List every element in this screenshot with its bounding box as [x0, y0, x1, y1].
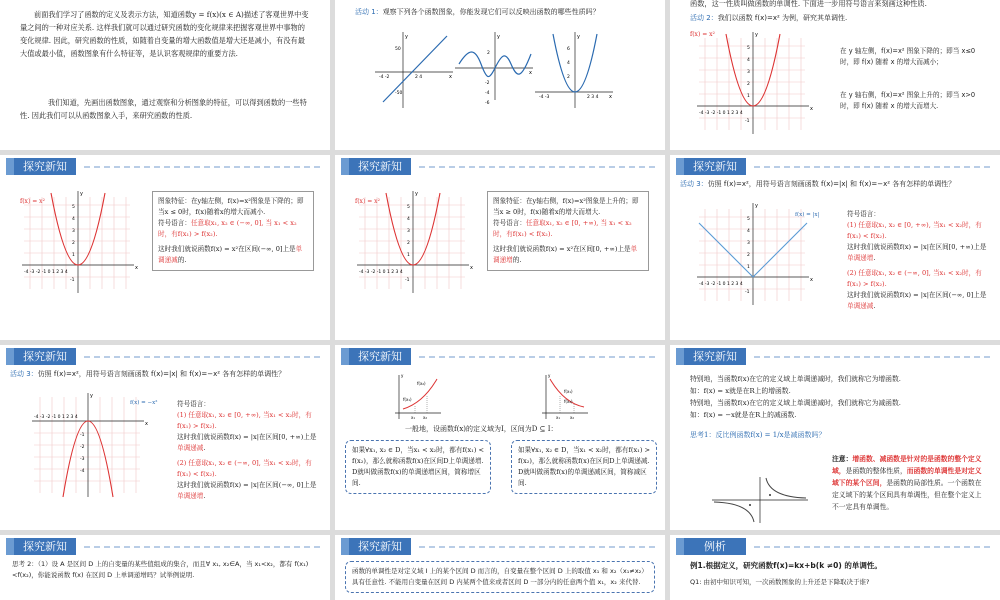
svg-text:5: 5	[747, 217, 750, 222]
svg-text:f(x₁): f(x₁)	[403, 397, 412, 402]
decreasing-definition-box: 如果∀x₁, x₂ ∈ D，当x₁ < x₂时，都有f(x₁) > f(x₂)，那么就称函数f(x)在区间D上单调递减. D就叫做函数f(x)的单调递减区间，简称减区间.	[511, 440, 657, 494]
banner-title: 探究新知	[14, 158, 76, 175]
conclusion-2: 这时我们就说函数f(x) = |x|在区间(−∞, 0]上是单调递减.	[847, 291, 987, 310]
svg-text:-4 -3 -2 -1 0 1 2 3 4: -4 -3 -2 -1 0 1 2 3 4	[34, 415, 78, 420]
svg-text:1: 1	[747, 94, 750, 99]
svg-text:2: 2	[747, 253, 750, 258]
slide-neg-x-squared	[0, 345, 330, 530]
svg-text:f(x₁): f(x₁)	[564, 389, 573, 394]
symbol-statement: 任意取x₁, x₂ ∈ [0, +∞), 当 x₁ < x₂时，有f(x₁) < f(x₂).	[493, 219, 632, 238]
svg-text:-4: -4	[485, 91, 490, 96]
graph-x-squared	[20, 189, 140, 301]
svg-text:2 3 4: 2 3 4	[587, 95, 599, 100]
conclusion-2: 这时我们就说函数f(x) = |x|在区间(−∞, 0]上是单调递增.	[177, 481, 317, 500]
svg-text:x: x	[529, 70, 532, 76]
graph-linear	[375, 30, 455, 110]
symbol-statement: 任意取x₁, x₂ ∈ (−∞, 0], 当 x₁ < x₂时，有f(x₁) > f(x₂).	[158, 219, 297, 238]
think-question-1: 思考1：反比例函数f(x) = 1/x是减函数吗？	[690, 431, 826, 439]
svg-text:-1: -1	[745, 290, 750, 295]
graph-x-squared	[695, 30, 815, 142]
general-definition: 一般地，设函数f(x)的定义域为I，区间为D ⊆ I：	[405, 425, 558, 433]
graph-decreasing-sketch	[540, 373, 590, 421]
svg-text:5: 5	[72, 205, 75, 210]
svg-text:4: 4	[407, 217, 410, 222]
section-banner	[0, 158, 330, 175]
slide-example-1	[670, 535, 1000, 600]
svg-text:-1: -1	[745, 119, 750, 124]
activity-question: 观察下列各个函数图象，你能发现它们可以反映出函数的哪些性质吗？	[382, 8, 600, 16]
note-text-2: 是函数的局部性质。一个函数在定义域下的某个区间具有单调性，但在整个定义上不一定具有单调性。	[832, 479, 982, 511]
svg-text:5: 5	[407, 205, 410, 210]
banner-title: 探究新知	[349, 158, 411, 175]
banner-title: 探究新知	[684, 348, 746, 365]
svg-text:2: 2	[487, 51, 490, 56]
banner-title: 探究新知	[14, 348, 76, 365]
svg-text:-2: -2	[485, 81, 490, 86]
conclusion-1: 这时我们就说函数f(x) = |x|在区间[0, +∞)上是单调递增.	[847, 243, 987, 262]
activity-3-title	[10, 369, 320, 379]
svg-text:y: y	[755, 203, 758, 209]
svg-text:x₁: x₁	[411, 415, 415, 420]
symbol-language	[493, 218, 643, 240]
svg-text:6: 6	[567, 47, 570, 52]
svg-text:x: x	[449, 74, 452, 80]
svg-text:4: 4	[72, 217, 75, 222]
slide-decreasing-x-squared	[0, 155, 330, 340]
slide-intro	[0, 0, 330, 150]
conclusion-1: 这时我们就说函数f(x) = |x|在区间[0, +∞)上是单调递减.	[177, 433, 317, 452]
banner-title: 探究新知	[14, 538, 76, 555]
symbol-label: 符号语言：	[158, 219, 191, 227]
conclusion-text: 这时我们就说函数f(x) = x²在区间[0, +∞)上是	[493, 245, 631, 253]
conclusion-end: 的.	[177, 256, 187, 264]
section-banner	[335, 348, 665, 365]
svg-text:2: 2	[72, 241, 75, 246]
svg-text:3: 3	[407, 229, 410, 234]
increasing-definition-box: 如果∀x₁, x₂ ∈ D，当x₁ < x₂时，都有f(x₁) < f(x₂)，那么就称函数f(x)在区间D上单调递增. D就叫做函数f(x)的单调递增区间，简称增区间.	[345, 440, 491, 494]
decreasing-example: 如：f(x) = −x就是在R上的减函数.	[690, 411, 797, 419]
statement-2: (2) 任意取x₁, x₂ ∈ (−∞, 0], 当x₁ < x₂时，有f(x₁) > f(x₂).	[847, 269, 982, 288]
slide-increasing-x-squared	[335, 155, 665, 340]
monotonic-note-box: 函数的单调性是对定义域 I 上的某个区间 D 而言的，自变量在整个区间 D 上的取值 x₁ 和 x₂（x₁≠x₂）具有任意性. 不能用自变量在区间 D 内某两个值来或者区间 D 一部分内的任意两个值 x₁，x₂ 来代替.	[345, 561, 655, 593]
svg-text:y: y	[401, 373, 404, 378]
symbol-label: 符号语言：	[493, 219, 526, 227]
svg-text:4: 4	[747, 58, 750, 63]
svg-text:2: 2	[407, 241, 410, 246]
section-banner	[335, 538, 665, 555]
svg-text:x: x	[609, 94, 612, 100]
conclusion	[158, 244, 308, 266]
svg-text:x₂: x₂	[570, 415, 574, 420]
svg-text:y: y	[80, 191, 83, 197]
symbol-label: 符号语言：	[847, 210, 880, 218]
svg-text:x: x	[810, 277, 813, 283]
activity-3-title	[680, 179, 990, 189]
note-highlight-2: 而函数的单调性是对定义域下的某个区间，	[832, 467, 982, 487]
svg-text:-4: -4	[80, 469, 85, 474]
graph-feature-text: 图象特征：在y轴左侧，f(x)=x²图象是下降的；即当x ≤ 0时，f(x)随着x的增大而减小.	[158, 197, 304, 216]
svg-text:-4 -3: -4 -3	[539, 95, 550, 100]
section-banner	[0, 538, 330, 555]
svg-text:y: y	[755, 32, 758, 38]
slide-activity-1	[335, 0, 665, 150]
activity-label: 活动 1：	[355, 8, 383, 16]
conclusion-text: 这时我们就说函数f(x) = |x|在区间[0, +∞)上是	[847, 243, 987, 251]
conclusion-text: 这时我们就说函数f(x) = |x|在区间(−∞, 0]上是	[847, 291, 987, 299]
svg-text:y: y	[577, 34, 580, 40]
svg-text:50: 50	[395, 47, 401, 52]
symbol-language-block	[177, 399, 319, 502]
svg-text:-6: -6	[485, 101, 490, 106]
svg-text:-50: -50	[395, 91, 403, 96]
right-side-description: 在 y 轴右侧，f(x)=x² 图象上升的；即当 x>0 时，即 f(x) 随着 x 的增大而增大.	[840, 91, 976, 110]
banner-title: 探究新知	[349, 348, 411, 365]
banner-title: 探究新知	[684, 158, 746, 175]
graph-parabola	[535, 30, 615, 110]
property-box	[487, 191, 649, 271]
svg-text:4: 4	[747, 229, 750, 234]
activity-2-title	[690, 12, 990, 25]
property-box	[152, 191, 314, 271]
section-banner	[335, 158, 665, 175]
svg-text:-4 -3 -2 -1 0 1 2 3 4: -4 -3 -2 -1 0 1 2 3 4	[359, 270, 403, 275]
note-text-1: 是函数的整体性质，	[845, 467, 907, 475]
note-label: 注意：	[832, 455, 853, 463]
svg-text:3: 3	[747, 70, 750, 75]
graph-label: f(x) = −x²	[130, 400, 158, 406]
graph-reciprocal	[710, 475, 810, 525]
decreasing-function-def: 特别地，当函数f(x)在它的定义域上单调递减时，我们就称它为减函数.	[690, 399, 901, 407]
monotonic-term: 单调递减	[158, 245, 303, 264]
slide-definition	[335, 345, 665, 530]
graph-label: f(x) = x²	[355, 198, 380, 205]
monotonic-term: 单调递减	[847, 302, 874, 310]
note-highlight-1: 增函数、减函数是针对的是函数的整个定义域，	[832, 455, 982, 475]
example-question-1: Q1: 由初中知识可知，一次函数图象的上升还是下降取决于谁?	[690, 578, 870, 586]
monotonic-term: 单调递增	[493, 245, 638, 264]
svg-text:f(x₂): f(x₂)	[417, 381, 426, 386]
conclusion-end: 的.	[512, 256, 522, 264]
svg-text:2 4: 2 4	[415, 75, 423, 80]
activity-label: 活动 2：	[690, 14, 718, 22]
svg-text:x₁: x₁	[556, 415, 560, 420]
svg-text:f(x₂): f(x₂)	[564, 399, 573, 404]
svg-text:-4 -3 -2 -1 0 1 2 3 4: -4 -3 -2 -1 0 1 2 3 4	[699, 282, 743, 287]
svg-text:-4 -2: -4 -2	[379, 75, 390, 80]
statement-1: (1) 任意取x₁, x₂ ∈ [0, +∞), 当x₁ < x₂时，有f(x₁) > f(x₂).	[177, 411, 312, 430]
svg-text:x: x	[470, 265, 473, 271]
conclusion	[493, 244, 643, 266]
section-banner	[670, 158, 1000, 175]
increasing-function-def: 特别地，当函数f(x)在它的定义域上单调递减时，我们就称它为增函数.	[690, 375, 901, 383]
activity-question: 我们以函数 f(x)=x² 为例，研究其单调性.	[717, 14, 848, 22]
section-banner	[670, 348, 1000, 365]
svg-text:1: 1	[407, 253, 410, 258]
activity-question: 仿照 f(x)=x²，用符号语言刻画函数 f(x)=|x| 和 f(x)=−x² 各有怎样的单调性？	[707, 180, 956, 188]
symbol-label: 符号语言：	[177, 400, 210, 408]
monotonic-term: 单调递减	[177, 444, 204, 452]
slide-monotonic-note	[335, 535, 665, 600]
svg-text:3: 3	[72, 229, 75, 234]
graph-label: f(x) = |x|	[795, 212, 820, 218]
banner-title: 探究新知	[349, 538, 411, 555]
continuation-text: 函数，这一性质叫做函数的单调性. 下面进一步用符号语言来刻画这种性质.	[690, 0, 927, 8]
svg-text:-1: -1	[405, 278, 410, 283]
svg-text:y: y	[90, 393, 93, 399]
section-banner	[670, 538, 1000, 555]
svg-text:5: 5	[747, 46, 750, 51]
statement-2: (2) 任意取x₁, x₂ ∈ (−∞, 0], 当x₁ < x₂时，有f(x₁) < f(x₂).	[177, 459, 312, 478]
graph-label: f(x) = x²	[20, 198, 45, 205]
svg-text:-4 -3 -2 -1 0 1 2 3 4: -4 -3 -2 -1 0 1 2 3 4	[24, 270, 68, 275]
svg-text:1: 1	[72, 253, 75, 258]
graph-wave	[455, 30, 535, 110]
banner-title: 例析	[684, 538, 746, 555]
svg-text:-1: -1	[70, 278, 75, 283]
example-1-title: 例1.根据定义，研究函数f(x)=kx+b(k ≠0) 的单调性。	[690, 561, 882, 570]
graph-x-squared	[355, 189, 475, 301]
monotonic-term: 单调递增	[177, 492, 204, 500]
svg-text:1: 1	[747, 265, 750, 270]
svg-text:x: x	[145, 421, 148, 427]
svg-text:-4 -3 -2 -1 0 1 2 3 4: -4 -3 -2 -1 0 1 2 3 4	[699, 111, 743, 116]
graph-increasing-sketch	[393, 373, 443, 421]
svg-text:y: y	[548, 373, 551, 378]
svg-text:x₂: x₂	[423, 415, 427, 420]
monotonic-term: 单调递增	[847, 254, 874, 262]
note	[832, 453, 982, 513]
svg-text:y: y	[497, 34, 500, 40]
graph-feature-text: 图象特征：在y轴右侧，f(x)=x²图象是上升的；即当x ≥ 0时，f(x)随着x的增大而增大.	[493, 197, 639, 216]
svg-text:y: y	[415, 191, 418, 197]
svg-text:4: 4	[567, 61, 570, 66]
activity-question: 仿照 f(x)=x²，用符号语言刻画函数 f(x)=|x| 和 f(x)=−x² 各有怎样的单调性？	[37, 370, 286, 378]
slide-think-2	[0, 535, 330, 600]
svg-text:-1: -1	[80, 433, 85, 438]
symbol-language	[158, 218, 308, 240]
slide-increasing-decreasing-functions	[670, 345, 1000, 530]
activity-label: 活动 3：	[680, 180, 708, 188]
svg-text:3: 3	[747, 241, 750, 246]
intro-paragraph-2: 我们知道，先画出函数图象，通过观察和分析图象的特征，可以得到函数的一些特性. 因此我们可以从函数图象入手，来研究函数的性质.	[20, 98, 307, 120]
svg-text:x: x	[135, 265, 138, 271]
svg-text:-3: -3	[80, 457, 85, 462]
svg-text:2: 2	[747, 82, 750, 87]
section-banner	[0, 348, 330, 365]
slide-abs-x	[670, 155, 1000, 340]
graph-label: f(x) = x²	[690, 31, 715, 38]
definitions	[690, 373, 990, 421]
intro-paragraph-1: 前面我们学习了函数的定义及表示方法，知道函数y = f(x)(x ∈ A)描述了客观世界中变量之间的一种对应关系. 这样我们就可以通过研究函数的变化规律来把握客观世界中事物的变化规律. 因此，研究函数的性质，如随着自变量的增大函数值是增大还是减小，有没有最大值或最小值，函数图象有什么特征等，是认识客观规律的重要方法.	[20, 10, 309, 58]
svg-text:-2: -2	[80, 445, 85, 450]
conclusion-text: 这时我们就说函数f(x) = |x|在区间(−∞, 0]上是	[177, 481, 317, 489]
conclusion-text: 这时我们就说函数f(x) = |x|在区间[0, +∞)上是	[177, 433, 317, 441]
statement-1: (1) 任意取x₁, x₂ ∈ [0, +∞), 当x₁ < x₂时，有f(x₁) < f(x₂).	[847, 221, 982, 240]
svg-text:y: y	[405, 34, 408, 40]
increasing-example: 如：f(x) = x就是在R上的增函数.	[690, 387, 791, 395]
symbol-language-block	[847, 209, 989, 312]
slide-activity-2	[670, 0, 1000, 150]
conclusion-text: 这时我们就说函数f(x) = x²在区间(−∞, 0]上是	[158, 245, 296, 253]
think-question-2: 思考 2：（1）设 A 是区间 D 上的自变量的某些值组成的集合，而且∀ x₁, x₂∈A，当 x₁<x₂，都有 f(x₁)<f(x₂)，你能说函数 f(x) 在区间 D 上单调递增吗？试举例说明.	[12, 560, 309, 579]
activity-label: 活动 3：	[10, 370, 38, 378]
activity-1-title	[355, 6, 655, 19]
svg-text:x: x	[810, 106, 813, 112]
svg-text:2: 2	[567, 75, 570, 80]
left-side-description: 在 y 轴左侧，f(x)=x² 图象下降的；即当 x≤0 时，即 f(x) 随着 x 的增大而减小；	[840, 47, 976, 66]
